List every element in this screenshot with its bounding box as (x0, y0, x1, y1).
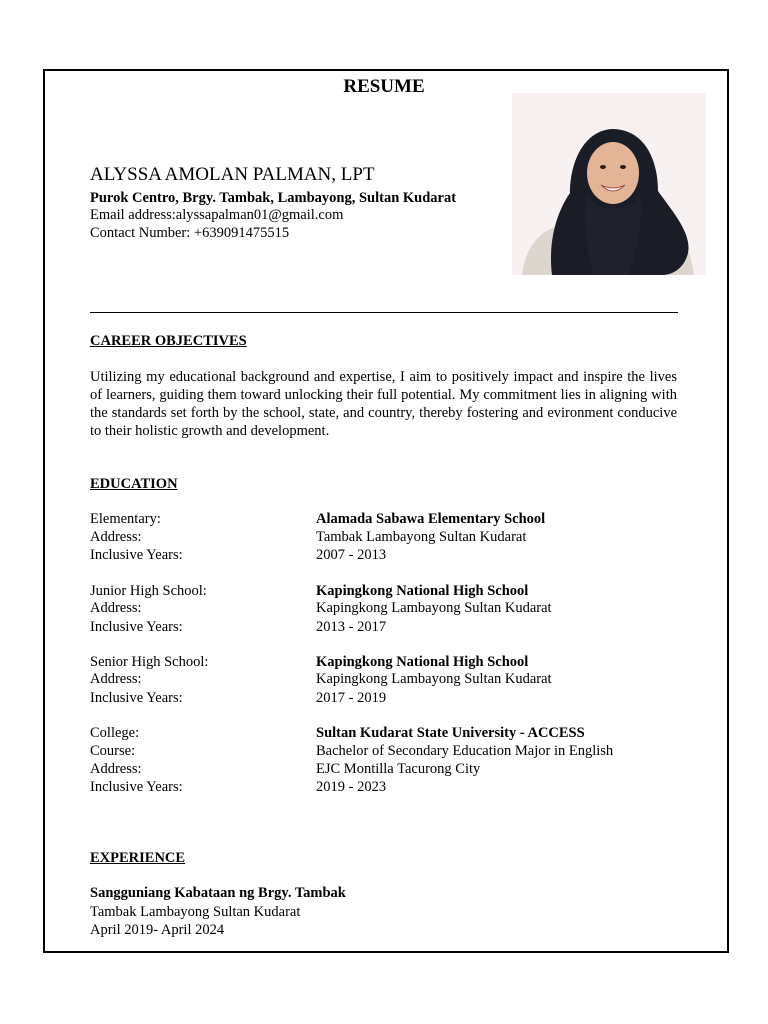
career-objectives-heading: CAREER OBJECTIVES (90, 333, 247, 349)
education-school: Sultan Kudarat State University - ACCESS (316, 725, 585, 741)
profile-photo-illustration (512, 93, 706, 275)
education-value: 2007 - 2013 (316, 547, 387, 563)
experience-heading: EXPERIENCE (90, 850, 186, 866)
home-address: Purok Centro, Brgy. Tambak, Lambayong, Sultan Kudarat (90, 190, 457, 206)
education-value: EJC Montilla Tacurong City (316, 761, 481, 777)
career-objectives-text: Utilizing my educational background and expertise, I aim to positively impact and inspire the lives of learners, guiding them toward unlocking their full potential. My commitment lies in aligning with the standards set forth by the school, state, and country, thereby fostering and evironment conducive to their holistic growth and development. (90, 369, 677, 439)
education-value: 2019 - 2023 (316, 779, 387, 795)
education-value: 2013 - 2017 (316, 619, 387, 635)
page-title: RESUME (343, 76, 425, 97)
education-label: Address: (90, 761, 142, 777)
education-school: Alamada Sabawa Elementary School (316, 511, 546, 527)
education-label: Junior High School: (90, 583, 207, 599)
education-label: Address: (90, 671, 142, 687)
education-label: Address: (90, 529, 142, 545)
contact-number: Contact Number: +639091475515 (90, 225, 290, 241)
experience-organization: Sangguniang Kabataan ng Brgy. Tambak (90, 885, 346, 901)
education-school: Kapingkong National High School (316, 654, 529, 670)
education-label: Course: (90, 743, 136, 759)
email-address: Email address:alyssapalman01@gmail.com (90, 207, 344, 223)
education-label: Senior High School: (90, 654, 209, 670)
experience-location: Tambak Lambayong Sultan Kudarat (90, 904, 301, 920)
education-heading: EDUCATION (90, 476, 178, 492)
education-value: 2017 - 2019 (316, 690, 387, 706)
education-label: Inclusive Years: (90, 619, 183, 635)
education-value: Kapingkong Lambayong Sultan Kudarat (316, 600, 552, 616)
candidate-name: ALYSSA AMOLAN PALMAN, LPT (90, 164, 375, 185)
education-label: Inclusive Years: (90, 690, 183, 706)
education-value: Kapingkong Lambayong Sultan Kudarat (316, 671, 552, 687)
profile-photo (512, 93, 706, 275)
experience-period: April 2019- April 2024 (90, 922, 225, 938)
education-value: Bachelor of Secondary Education Major in English (316, 743, 614, 759)
education-label: Inclusive Years: (90, 547, 183, 563)
education-label: College: (90, 725, 140, 741)
education-label: Elementary: (90, 511, 161, 527)
education-school: Kapingkong National High School (316, 583, 529, 599)
education-value: Tambak Lambayong Sultan Kudarat (316, 529, 527, 545)
education-label: Inclusive Years: (90, 779, 183, 795)
education-label: Address: (90, 600, 142, 616)
header-divider (90, 312, 678, 313)
